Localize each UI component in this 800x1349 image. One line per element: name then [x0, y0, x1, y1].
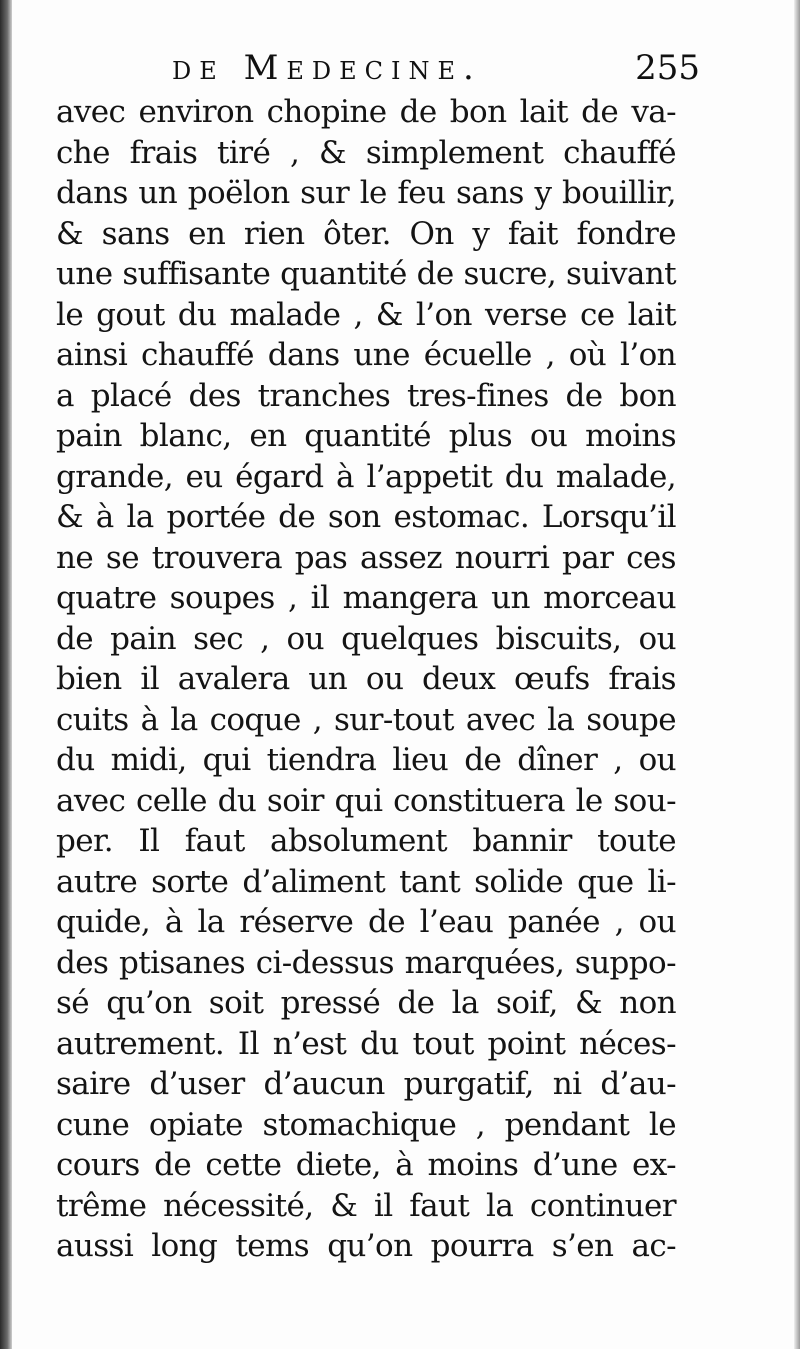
text-line: cuits à la coque , sur-tout avec la soupe [56, 701, 676, 738]
page-header [60, 48, 700, 92]
text-line: che frais tiré , & simplement chauffé [56, 134, 676, 171]
page-right-edge [794, 0, 800, 1349]
text-line: ainsi chauffé dans une écuelle , où l’on [56, 337, 676, 373]
text-line: le gout du malade , & l’on verse ce lait [56, 296, 676, 333]
text-line: une suffisante quantité de sucre, suivant [56, 256, 676, 292]
text-line: quatre soupes , il mangera un morceau [56, 580, 676, 616]
text-line: grande, eu égard à l’appetit du malade, [56, 458, 676, 495]
text-line: du midi, qui tiendra lieu de dîner , ou [56, 742, 676, 778]
text-line: & à la portée de son estomac. Lorsqu’il [56, 499, 676, 535]
text-line: autrement. Il n’est du tout point néces- [56, 1025, 676, 1062]
text-line: ne se trouvera pas assez nourri par ces [56, 539, 676, 576]
page-left-edge-shadow [0, 0, 12, 1349]
text-line: & sans en rien ôter. On y fait fondre [56, 215, 676, 252]
text-line: sé qu’on soit pressé de la soif, & non [56, 985, 676, 1021]
text-line: bien il avalera un ou deux œufs frais [56, 661, 676, 697]
text-line: autre sorte d’aliment tant solide que li- [56, 863, 676, 900]
page-number: 255 [635, 48, 700, 88]
text-line: trême nécessité, & il faut la continuer [56, 1187, 676, 1224]
text-line: aussi long tems qu’on pourra s’en ac- [56, 1228, 676, 1264]
text-line: saire d’user d’aucun purgatif, ni d’au- [56, 1066, 676, 1102]
text-line: avec environ chopine de bon lait de va- [56, 94, 676, 130]
body-text [56, 92, 676, 1267]
running-head: de Medecine. [172, 48, 482, 88]
text-line: cours de cette diete, à moins d’une ex- [56, 1147, 676, 1183]
text-line: quide, à la réserve de l’eau panée , ou [56, 904, 676, 940]
text-line: avec celle du soir qui constituera le sou- [56, 782, 676, 819]
text-line: per. Il faut absolument bannir toute [56, 823, 676, 859]
text-line: de pain sec , ou quelques biscuits, ou [56, 620, 676, 657]
text-line: dans un poëlon sur le feu sans y bouillir, [56, 175, 676, 211]
text-line: cune opiate stomachique , pendant le [56, 1106, 676, 1143]
text-line: pain blanc, en quantité plus ou moins [56, 418, 676, 454]
text-line: des ptisanes ci-dessus marquées, suppo- [56, 944, 676, 981]
text-line: a placé des tranches tres-fines de bon [56, 377, 676, 414]
